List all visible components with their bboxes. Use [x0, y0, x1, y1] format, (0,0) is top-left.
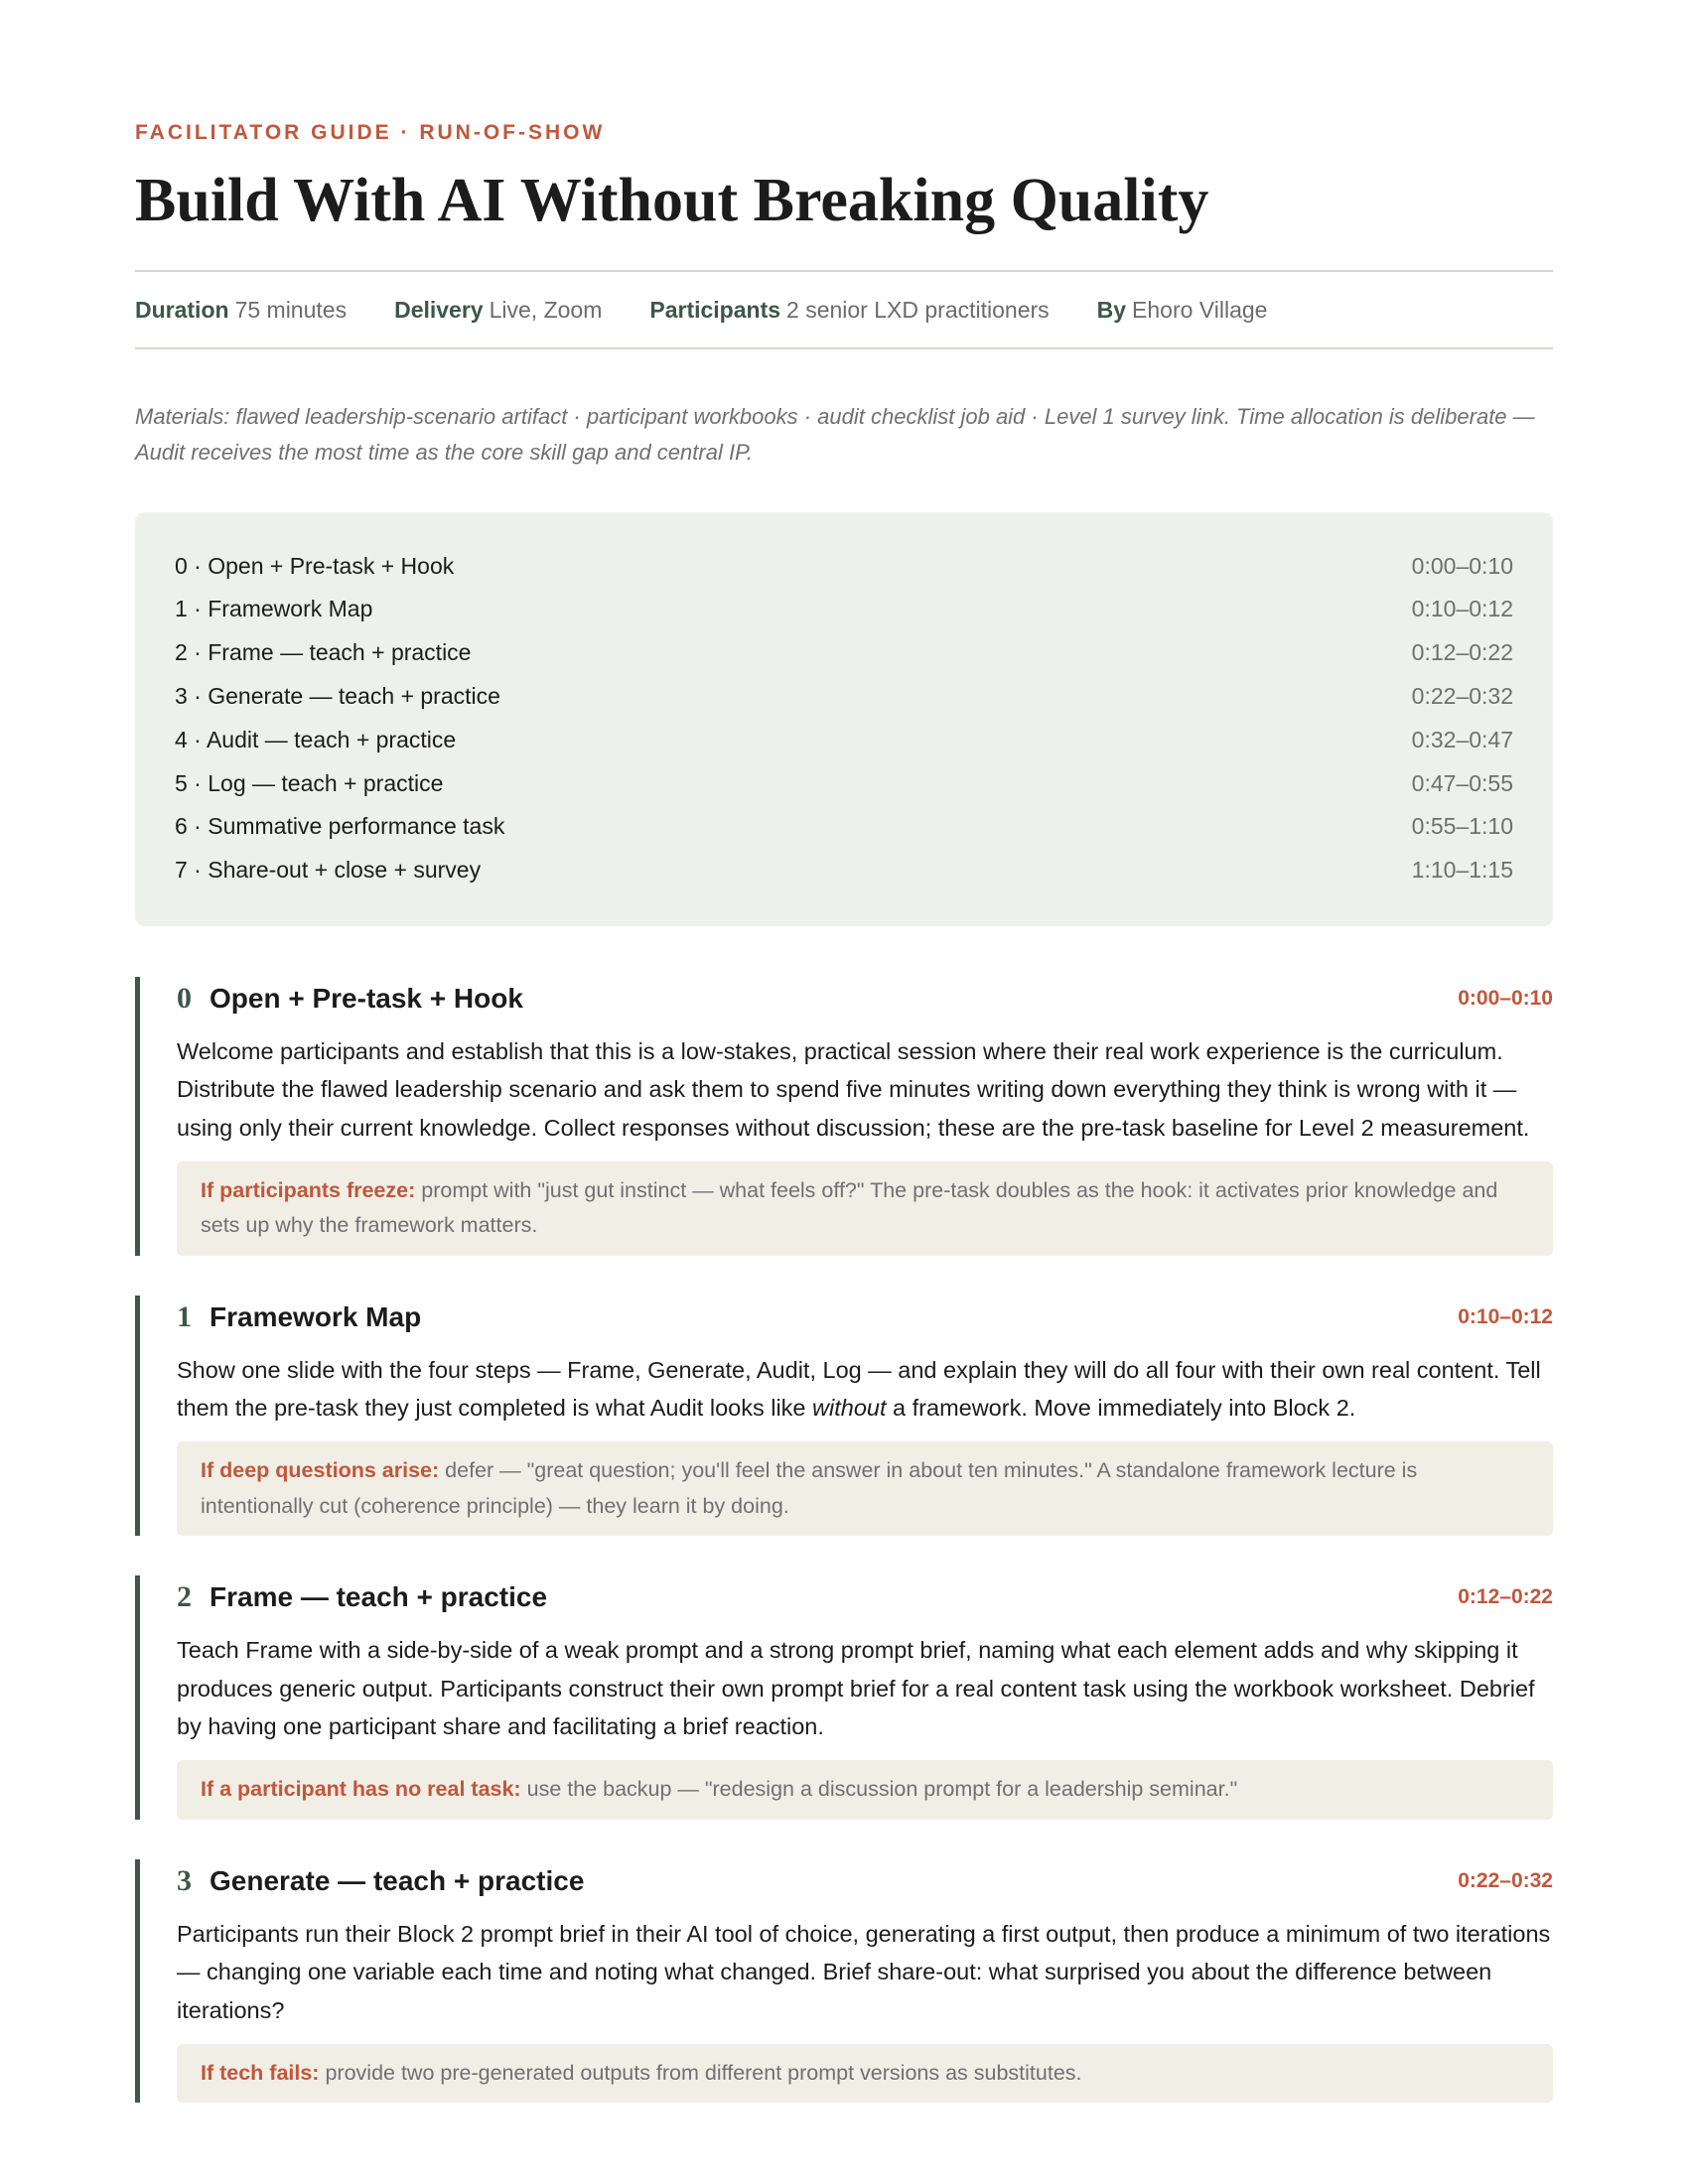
toc-row[interactable]	[175, 544, 1513, 588]
eyebrow: FACILITATOR GUIDE · RUN-OF-SHOW	[135, 121, 606, 144]
block-title-group	[177, 982, 523, 1016]
toc-time: 0:47–0:55	[1411, 769, 1513, 796]
block-3	[135, 1859, 1553, 2104]
body-text: a framework. Move immediately into Block 2.	[893, 1395, 1356, 1422]
meta-key: By	[1096, 296, 1127, 323]
block-time: 0:10–0:12	[1458, 1304, 1553, 1328]
meta-bar	[135, 270, 1553, 349]
toc-row[interactable]	[175, 588, 1513, 631]
block-2	[135, 1575, 1553, 1820]
toc-row[interactable]	[175, 805, 1513, 849]
block-title: Framework Map	[210, 1300, 422, 1332]
callout-key: If deep questions arise:	[201, 1458, 440, 1483]
toc-row[interactable]	[175, 761, 1513, 805]
callout-text: defer — "great question; you'll feel the answer in about ten minutes." A standalone framework lecture is intentionally cut (coherence principle) — they learn it by doing.	[201, 1458, 1418, 1518]
contingency-callout	[177, 1161, 1553, 1256]
meta-value: Ehoro Village	[1132, 296, 1268, 323]
toc-label: 0 · Open + Pre-task + Hook	[175, 552, 455, 579]
block-title: Frame — teach + practice	[210, 1581, 548, 1613]
toc-time: 0:55–1:10	[1411, 813, 1513, 840]
contingency-callout	[177, 1760, 1553, 1820]
toc-time: 0:22–0:32	[1411, 682, 1513, 709]
meta-duration	[135, 297, 347, 324]
block-number: 0	[177, 981, 192, 1015]
block-header	[177, 1296, 1553, 1339]
block-0	[135, 977, 1553, 1256]
meta-author	[1097, 297, 1268, 324]
toc-time: 0:10–0:12	[1411, 596, 1513, 622]
page-title: Build With AI Without Breaking Quality	[135, 167, 1209, 234]
callout-text: provide two pre-generated outputs from different prompt versions as substitutes.	[325, 2060, 1082, 2085]
callout-key: If tech fails:	[201, 2060, 320, 2085]
block-body: Teach Frame with a side-by-side of a weak prompt and a strong prompt brief, naming what each element adds and why skipping it produces generic output. Participants construct their own prompt brief for a real content task using the workbook worksheet. Debrief by having one participant share and facilitating a brief reaction.	[177, 1637, 1535, 1740]
run-of-show-overview	[135, 512, 1553, 925]
meta-value: Live, Zoom	[489, 296, 603, 323]
block-title-group	[177, 1300, 421, 1334]
block-body: Welcome participants and establish that this is a low-stakes, practical session where their real work experience is the curriculum. Distribute the flawed leadership scenario and ask them to spend five minutes writing down everything they think is wrong with it — using only their current knowledge. Collect responses without discussion; these are the pre-task baseline for Level 2 measurement.	[177, 1037, 1530, 1141]
block-header	[177, 1859, 1553, 1903]
callout-key: If participants freeze:	[201, 1177, 416, 1202]
block-time: 0:12–0:22	[1458, 1585, 1553, 1609]
toc-label: 7 · Share-out + close + survey	[175, 857, 482, 884]
toc-time: 0:12–0:22	[1411, 639, 1513, 666]
toc-time: 0:00–0:10	[1411, 552, 1513, 579]
block-title-group	[177, 1864, 584, 1898]
block-time: 0:00–0:10	[1458, 986, 1553, 1010]
block-number: 2	[177, 1580, 192, 1614]
block-header	[177, 977, 1553, 1021]
callout-text: use the backup — "redesign a discussion prompt for a leadership seminar."	[526, 1777, 1238, 1802]
toc-row[interactable]	[175, 849, 1513, 892]
block-number: 3	[177, 1863, 192, 1897]
block-1	[135, 1296, 1553, 1536]
body-emphasis: without	[812, 1395, 887, 1422]
meta-value: 75 minutes	[234, 296, 348, 323]
toc-label: 3 · Generate — teach + practice	[175, 682, 500, 709]
contingency-callout	[177, 1441, 1553, 1536]
meta-participants	[649, 297, 1049, 324]
meta-key: Delivery	[394, 296, 484, 323]
block-number: 1	[177, 1299, 192, 1333]
contingency-callout	[177, 2044, 1553, 2104]
toc-row[interactable]	[175, 675, 1513, 719]
meta-key: Duration	[135, 296, 229, 323]
block-body	[177, 1351, 1553, 1428]
toc-row[interactable]	[175, 718, 1513, 761]
block-title-group	[177, 1580, 547, 1614]
callout-text: prompt with "just gut instinct — what feels off?" The pre-task doubles as the hook: it activates prior knowledge and sets up why the framework matters.	[201, 1177, 1498, 1238]
toc-label: 4 · Audit — teach + practice	[175, 726, 457, 752]
body-text: Show one slide with the four steps — Frame, Generate, Audit, Log — and explain they will do all four with their own real content. Tell them the pre-task they just completed is what Audit looks like	[177, 1356, 1541, 1422]
toc-time: 1:10–1:15	[1411, 857, 1513, 884]
block-title: Generate — teach + practice	[210, 1864, 585, 1896]
callout-key: If a participant has no real task:	[201, 1777, 521, 1802]
facilitator-guide	[135, 121, 1553, 2103]
meta-value: 2 senior LXD practitioners	[786, 296, 1050, 323]
meta-delivery	[394, 297, 602, 324]
block-header	[177, 1575, 1553, 1619]
block-title: Open + Pre-task + Hook	[210, 982, 523, 1014]
toc-row[interactable]	[175, 631, 1513, 675]
toc-label: 5 · Log — teach + practice	[175, 769, 444, 796]
meta-key: Participants	[649, 296, 781, 323]
block-time: 0:22–0:32	[1458, 1868, 1553, 1892]
materials-note: Materials: flawed leadership-scenario artifact · participant workbooks · audit checklist job aid · Level 1 survey link. Time allocation is deliberate — Audit receives the most time as the core skill gap and central IP.	[135, 404, 1535, 466]
block-body: Participants run their Block 2 prompt brief in their AI tool of choice, generating a first output, then produce a minimum of two iterations — changing one variable each time and noting what changed. Brief share-out: what surprised you about the difference between iterations?	[177, 1920, 1551, 2024]
toc-label: 2 · Frame — teach + practice	[175, 639, 472, 666]
toc-time: 0:32–0:47	[1411, 726, 1513, 752]
toc-label: 1 · Framework Map	[175, 596, 373, 622]
toc-label: 6 · Summative performance task	[175, 813, 505, 840]
